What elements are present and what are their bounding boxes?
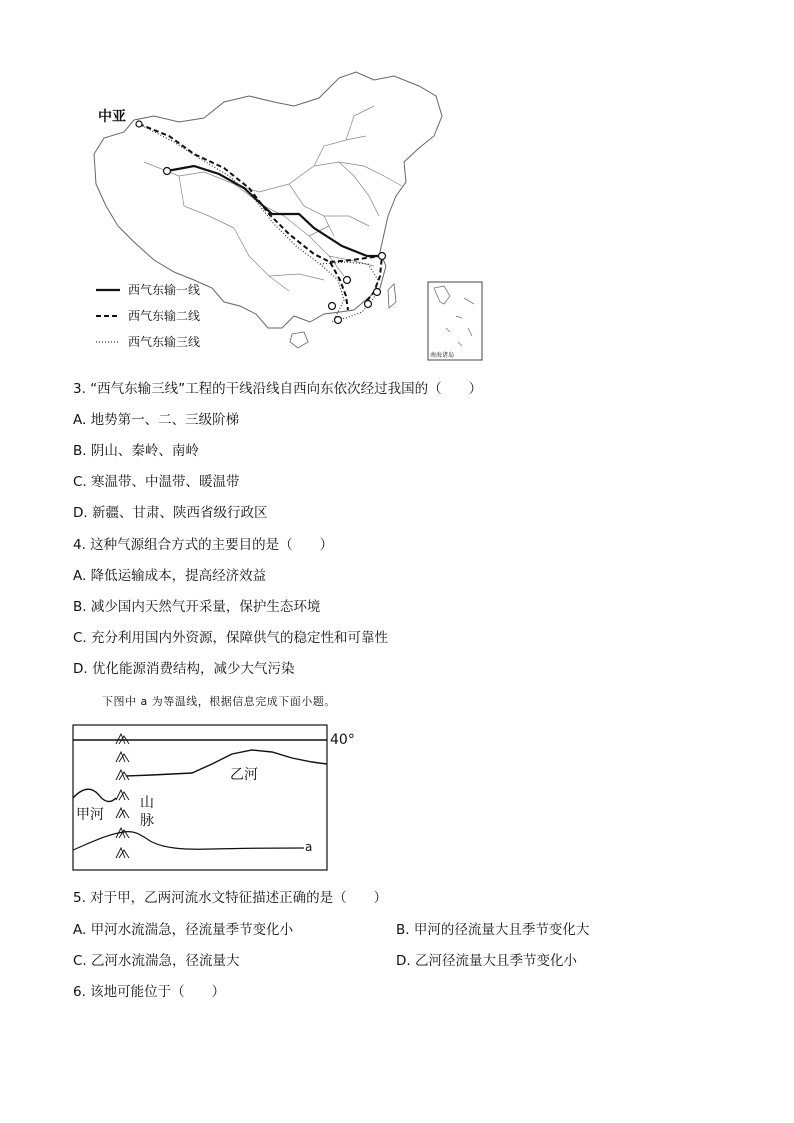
q5-stem: 5. 对于甲，乙两河流水文特征描述正确的是（ ） <box>73 890 388 906</box>
diagram-svg <box>72 724 342 872</box>
mountain-label-1: 山 <box>140 795 154 811</box>
terminal-1 <box>379 253 386 260</box>
taiwan <box>388 284 396 308</box>
q4-option-a: A. 降低运输成本，提高经济效益 <box>73 568 267 584</box>
central-asia-label: 中亚 <box>98 109 126 125</box>
q3-stem: 3. “西气东输三线”工程的干线沿线自西向东依次经过我国的（ ） <box>73 381 483 397</box>
q3-option-b: B. 阴山、秦岭、南岭 <box>73 443 199 459</box>
terminal-2 <box>344 277 351 284</box>
diagram-intro: 下图中 a 为等温线，根据信息完成下面小题。 <box>102 695 336 708</box>
terminal-6 <box>335 317 342 324</box>
legend-label-1: 西气东输一线 <box>128 283 201 297</box>
isotherm-label: a <box>305 840 313 854</box>
q6-stem: 6. 该地可能位于（ ） <box>73 984 226 1000</box>
q5-option-d: D. 乙河径流量大且季节变化小 <box>396 953 577 969</box>
q4-option-d: D. 优化能源消费结构，减少大气污染 <box>73 661 295 677</box>
isotherm-diagram <box>72 724 355 872</box>
q4-stem: 4. 这种气源组合方式的主要目的是（ ） <box>73 537 334 553</box>
q3-option-c: C. 寒温带、中温带、暖温带 <box>73 474 240 490</box>
province-borders <box>144 106 402 291</box>
q5-option-c: C. 乙河水流湍急，径流量大 <box>73 953 240 969</box>
hainan <box>290 332 308 348</box>
q3-option-a: A. 地势第一、二、三级阶梯 <box>73 412 240 428</box>
central-asia-start <box>136 121 142 127</box>
q5-option-a: A. 甲河水流湍急，径流量季节变化小 <box>73 922 294 938</box>
q4-option-b: B. 减少国内天然气开采量，保护生态环境 <box>73 599 321 615</box>
latitude-label: 40° <box>330 732 355 748</box>
pipeline-line-3-branch <box>320 262 378 320</box>
pipeline-1-start <box>164 168 171 175</box>
q4-option-c: C. 充分利用国内外资源，保障供气的稳定性和可靠性 <box>73 630 389 646</box>
legend-label-2: 西气东输二线 <box>128 309 201 323</box>
q5-option-b: B. 甲河的径流量大且季节变化大 <box>396 922 590 938</box>
terminal-4 <box>365 301 372 308</box>
legend-label-3: 西气东输三线 <box>128 335 201 349</box>
china-pipeline-map <box>84 66 484 362</box>
terminal-3 <box>374 289 381 296</box>
mountain-label-2: 脉 <box>140 813 154 829</box>
river-yi-label: 乙河 <box>230 767 258 783</box>
q3-option-d: D. 新疆、甘肃、陕西省级行政区 <box>73 505 268 521</box>
inset-label: 南海诸岛 <box>430 352 455 359</box>
river-jia-label: 甲河 <box>76 807 104 823</box>
terminal-5 <box>329 303 336 310</box>
